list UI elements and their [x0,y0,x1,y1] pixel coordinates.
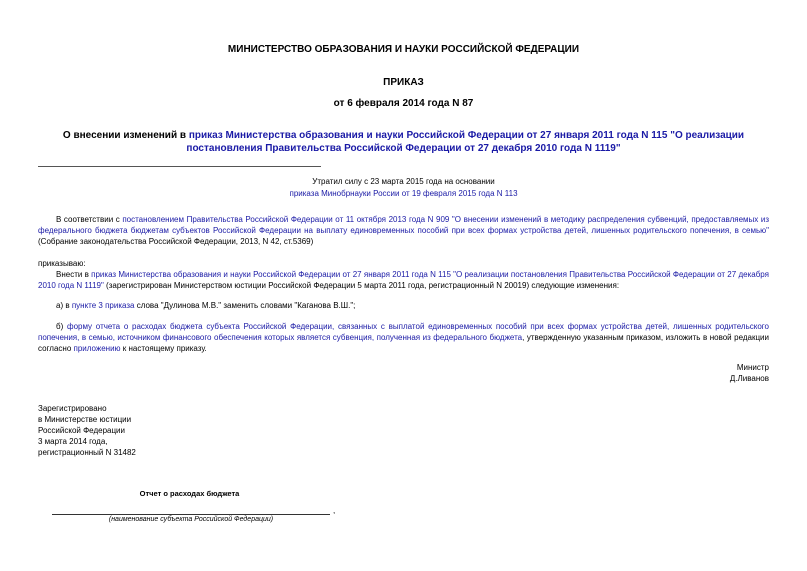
form-caption: (наименование субъекта Российской Федерации) [108,516,274,523]
document-type: ПРИКАЗ [383,77,424,88]
form-comma: , [333,506,336,515]
document-date-number: от 6 февраля 2014 года N 87 [333,98,474,109]
registration-line: регистрационный N 31482 [38,448,136,457]
registration-line: 3 марта 2014 года, [38,437,108,446]
p1-resolution-link[interactable]: постановлением Правительства Российской Федерации от 11 октября 2013 года N 909 "О внесении изменений в методику распределения субвенций, предоставляемых из федерального бюджета бюджетам субъектов Российской Федерации на выплату единовременных пособий при всех формах устройства детей, лишенных родительского попечения, в семью" [38,215,770,235]
a-suffix: слова "Дулинова М.В." заменить словами "Каганова В.Ш."; [134,301,356,310]
registration-line: Зарегистрировано [38,404,107,413]
signatory-position: Министр [736,363,769,372]
registration-block [38,403,136,458]
title-prefix: О внесении изменений в [62,130,189,141]
order-word: приказываю: [38,259,86,268]
paragraph-basis [38,214,769,247]
form-underline [52,514,330,515]
item-a [56,300,355,311]
a-point-link[interactable]: пункте 3 приказа [71,301,135,310]
a-prefix: а) в [56,301,72,310]
status-line: Утратил силу с 23 марта 2015 года на основании [312,177,495,186]
p2-order-link[interactable]: приказ Министерства образования и науки Российской Федерации от 27 января 2011 года N 115 "О реализации постановления Правительства Российской Федерации от 27 декабря 2010 года N 1119" [38,270,769,290]
ministry-heading: МИНИСТЕРСТВО ОБРАЗОВАНИЯ И НАУКИ РОССИЙСКОЙ ФЕДЕРАЦИИ [227,44,580,55]
p2-suffix: (зарегистрирован Министерством юстиции Российской Федерации 5 марта 2011 года, регистрационный N 20019) следующие изменения: [103,281,620,290]
item-b [38,321,769,354]
signatory-name: Д.Ливанов [729,374,769,383]
b-form-link[interactable]: форму отчета о расходах бюджета субъекта Российской Федерации, связанных с выплатой единовременных пособий при всех формах устройства детей, лишенных родительского попечения, в семью, источником финансового обеспечения которых является субвенция, полученная из федерального бюджета [38,322,769,342]
form-title: Отчет о расходах бюджета [139,489,240,498]
b-suffix: к настоящему приказу. [120,344,207,353]
status-repeal-link[interactable]: приказа Минобрнауки России от 19 февраля 2015 года N 113 [289,189,518,198]
status-note [180,176,627,199]
paragraph-amend [38,269,769,291]
signature-block [730,362,769,384]
b-mid: , утвержденную указанным приказом, изложить в новой редакции согласно [38,333,769,353]
title-order-link[interactable]: приказ Министерства образования и науки Российской Федерации от 27 января 2011 года N 115 "О реализации постановления Правительства Российской Федерации от 27 декабря 2010 года N 1119" [186,130,745,154]
registration-line: в Министерстве юстиции [38,415,132,424]
title-divider [38,166,321,167]
registration-line: Российской Федерации [38,426,125,435]
document-title [50,129,757,155]
p2-prefix: Внести в [56,270,92,279]
b-appendix-link[interactable]: приложению [73,344,121,353]
b-prefix: б) [56,322,67,331]
p1-prefix: В соответствии с [56,215,123,224]
p1-suffix: (Собрание законодательства Российской Федерации, 2013, N 42, ст.5369) [38,237,314,246]
